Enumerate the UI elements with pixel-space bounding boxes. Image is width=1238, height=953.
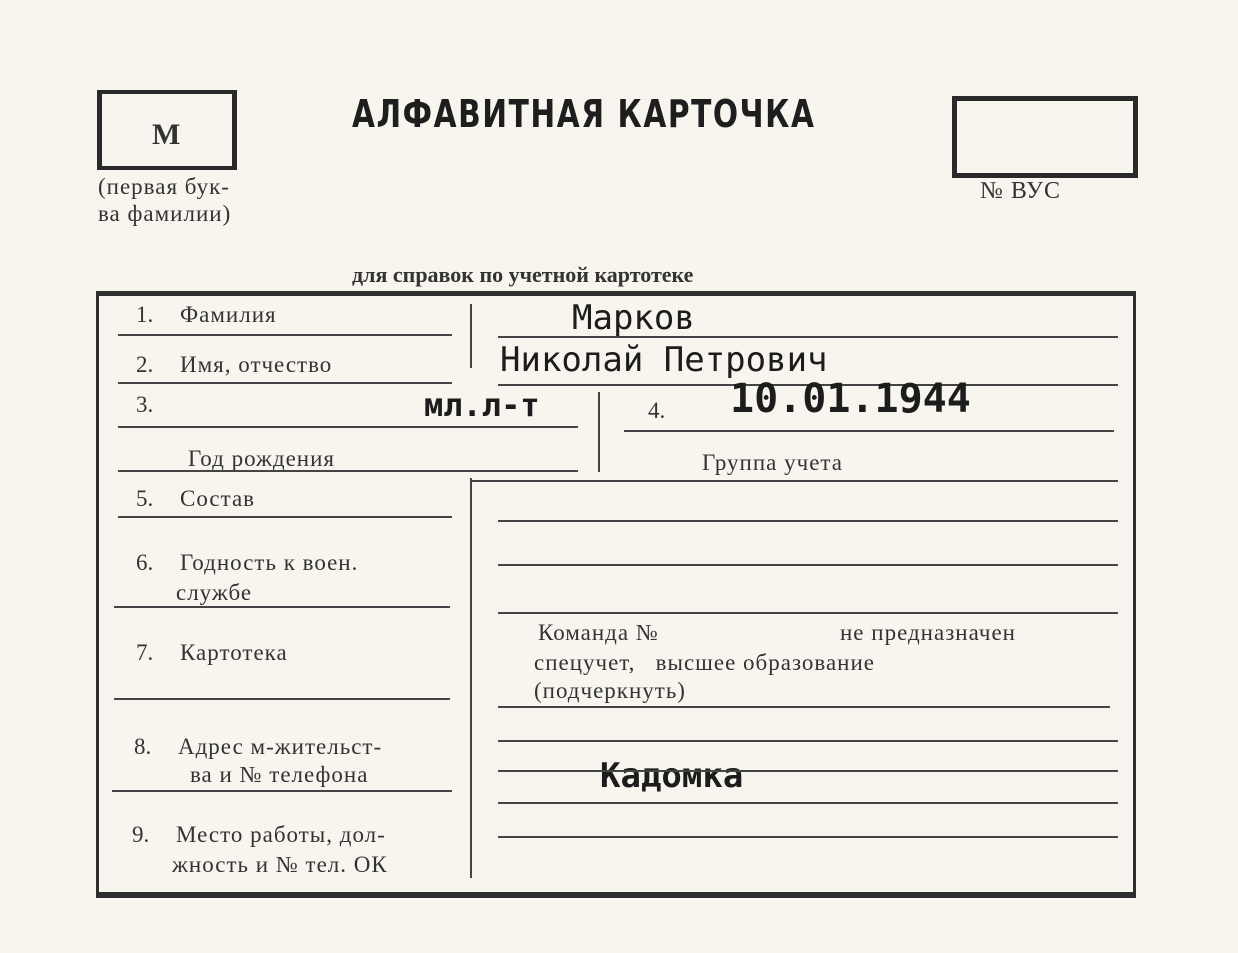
right-line-4 (498, 706, 1110, 708)
right-line-3 (498, 612, 1118, 614)
birth-year-label: Год рождения (188, 446, 335, 471)
field-7-label: Картотека (180, 640, 288, 665)
field-6-label-1: Годность к воен. (180, 550, 359, 575)
address-value: Кадомка (600, 756, 744, 796)
field-3-num: 3. (136, 392, 154, 417)
field-6-label-2: службе (176, 580, 253, 605)
field-5-label: Состав (180, 486, 256, 511)
field-2-label: Имя, отчество (180, 352, 333, 377)
name-patronymic-value: Николай Петрович (500, 340, 828, 380)
field-4-num: 4. (648, 398, 666, 423)
field-1-underline (118, 334, 452, 336)
team-note-line-1b: не предназначен (840, 620, 1016, 645)
field-9-label-1: Место работы, дол- (176, 822, 386, 847)
field-8-label-2: ва и № телефона (190, 762, 369, 787)
field-6-num: 6. (136, 550, 154, 575)
field-4-underline (624, 430, 1114, 432)
letter-box-caption-2: ва фамилии) (98, 201, 232, 226)
field-7-underline (114, 698, 450, 700)
divider-row-4 (470, 480, 1118, 482)
field-2-underline (118, 382, 452, 384)
field-8-label-1: Адрес м-жительст- (178, 734, 383, 759)
subtitle: для справок по учетной картотеке (352, 262, 694, 287)
rank-value: мл.л-т (424, 386, 540, 424)
group-label: Группа учета (702, 450, 843, 475)
left-column-divider (470, 304, 472, 368)
field-2-num: 2. (136, 352, 154, 377)
right-line-1 (498, 520, 1118, 522)
letter-box-caption-1: (первая бук- (98, 174, 230, 199)
field-8-num: 8. (134, 734, 152, 759)
vus-box (952, 96, 1138, 178)
field-9-label-2: жность и № тел. ОК (172, 852, 388, 877)
middle-divider (598, 392, 600, 472)
surname-value: Марков (572, 298, 695, 338)
card-title: АЛФАВИТНАЯ КАРТОЧКА (352, 92, 816, 136)
field-6-underline (114, 606, 450, 608)
field-1-label: Фамилия (180, 302, 277, 327)
date-value: 10.01.1944 (730, 376, 971, 422)
surname-line (498, 336, 1118, 338)
team-note-line-2: спецучет, высшее образование (534, 650, 875, 675)
right-line-7 (498, 802, 1118, 804)
field-5-underline (118, 516, 452, 518)
field-1-num: 1. (136, 302, 154, 327)
team-note-line-3: (подчеркнуть) (534, 678, 686, 703)
vus-label: № ВУС (980, 178, 1061, 204)
birth-year-underline (118, 470, 578, 472)
right-line-5 (498, 740, 1118, 742)
right-line-8 (498, 836, 1118, 838)
letter-box-letter: М (152, 118, 181, 151)
field-8-underline (112, 790, 452, 792)
right-line-6 (498, 770, 1118, 772)
team-note-line-1a: Команда № (538, 620, 659, 645)
field-5-num: 5. (136, 486, 154, 511)
field-9-num: 9. (132, 822, 150, 847)
right-line-2 (498, 564, 1118, 566)
field-7-num: 7. (136, 640, 154, 665)
field-3-underline (118, 426, 578, 428)
left-column-divider-lower (470, 478, 472, 878)
